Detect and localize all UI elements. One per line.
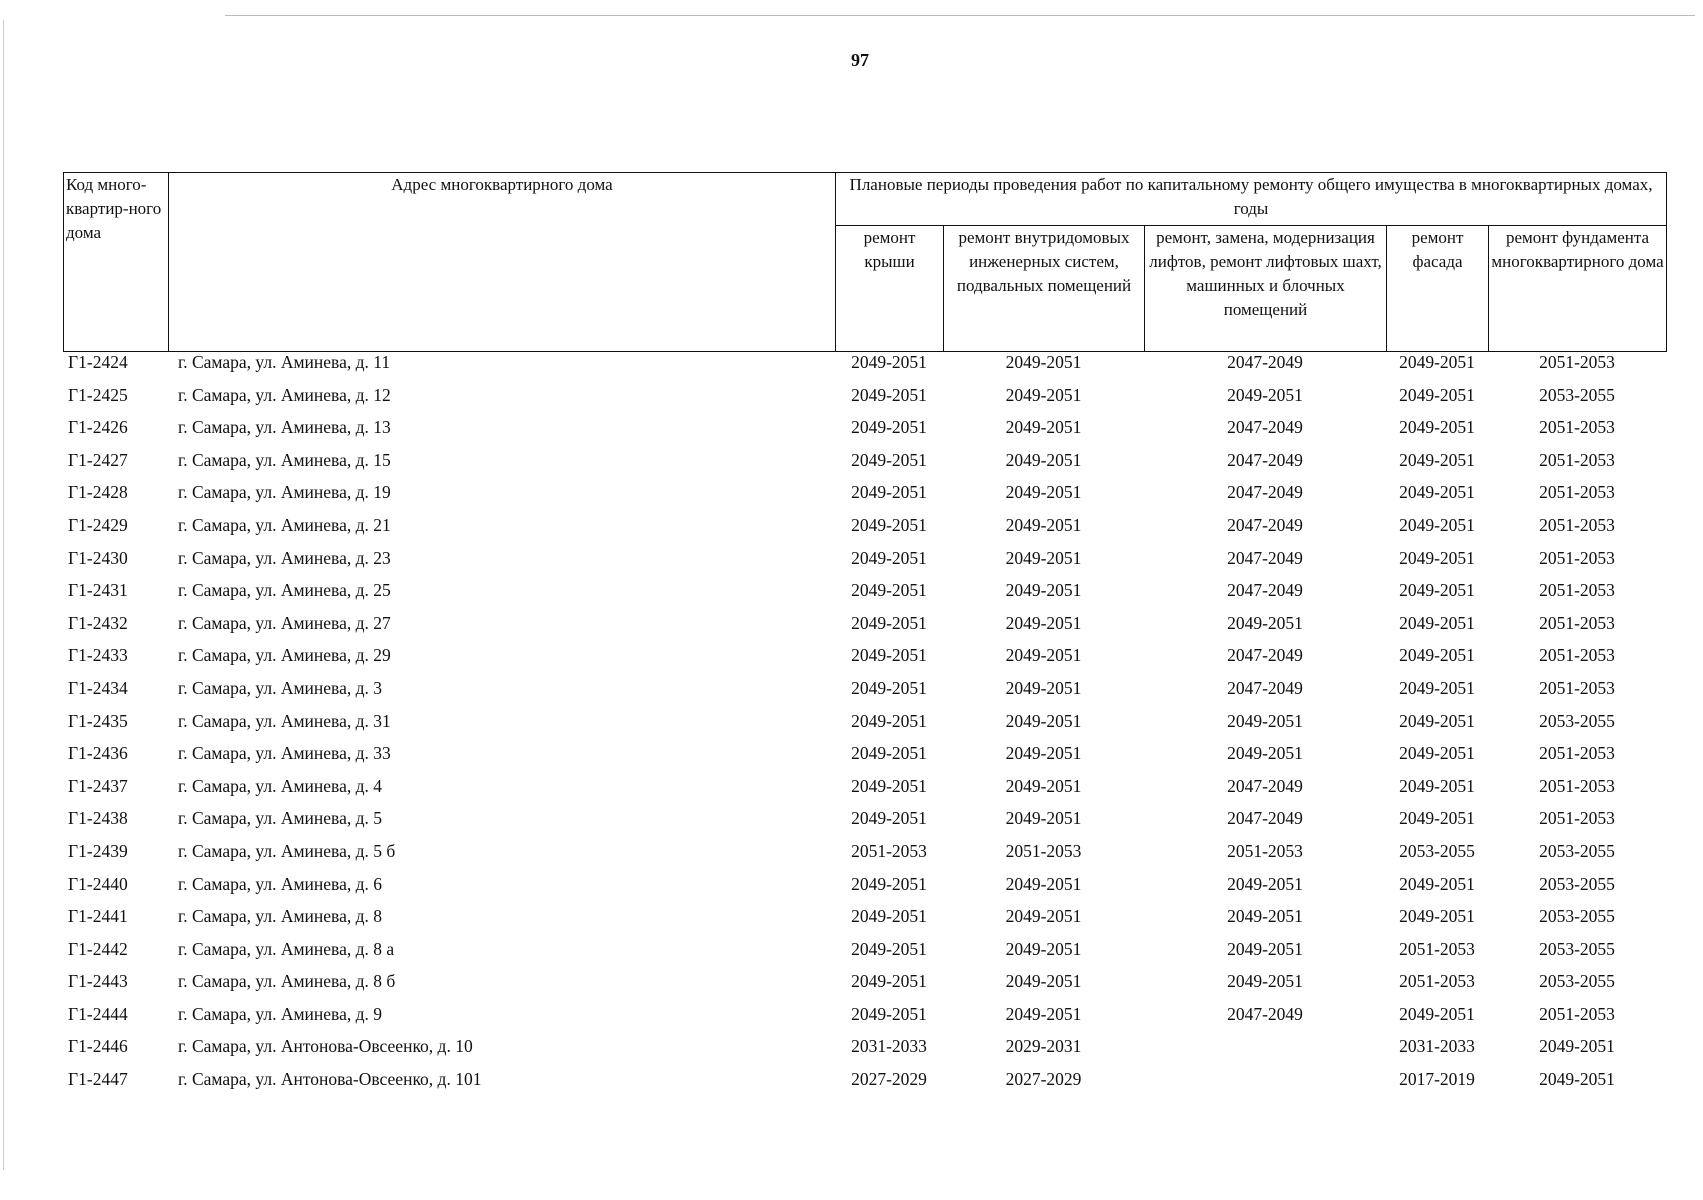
cell-code: Г1-2429 <box>68 514 128 535</box>
cell-foundation: 2053-2055 <box>1539 840 1615 861</box>
cell-facade: 2049-2051 <box>1399 580 1475 601</box>
cell-roof: 2049-2051 <box>851 1003 927 1024</box>
cell-systems: 2049-2051 <box>1005 352 1082 372</box>
cell-facade: 2049-2051 <box>1399 417 1475 438</box>
cell-roof: 2049-2051 <box>851 710 927 731</box>
cell-address: г. Самара, ул. Антонова-Овсеенко, д. 101 <box>178 1069 482 1090</box>
cell-address: г. Самара, ул. Аминева, д. 4 <box>178 775 383 796</box>
cell-address: г. Самара, ул. Аминева, д. 23 <box>178 547 391 568</box>
page-number: 97 <box>851 50 869 70</box>
cell-code: Г1-2432 <box>68 612 128 633</box>
cell-roof: 2049-2051 <box>851 417 927 438</box>
cell-roof: 2049-2051 <box>851 873 927 894</box>
cell-lifts: 2047-2049 <box>1227 1003 1303 1024</box>
cell-address: г. Самара, ул. Аминева, д. 12 <box>178 384 391 405</box>
cell-code: Г1-2424 <box>68 352 128 372</box>
cell-systems: 2049-2051 <box>1005 612 1082 633</box>
cell-roof: 2049-2051 <box>851 743 927 764</box>
cell-systems: 2049-2051 <box>1005 938 1082 959</box>
cell-foundation: 2051-2053 <box>1539 547 1615 568</box>
cell-facade: 2049-2051 <box>1399 743 1475 764</box>
cell-facade: 2049-2051 <box>1399 449 1475 470</box>
cell-address: г. Самара, ул. Аминева, д. 8 б <box>178 971 396 992</box>
cell-facade: 2049-2051 <box>1399 808 1475 829</box>
cell-code: Г1-2440 <box>68 873 128 894</box>
cell-lifts: 2047-2049 <box>1227 580 1303 601</box>
cell-systems: 2049-2051 <box>1005 449 1082 470</box>
cell-foundation: 2051-2053 <box>1539 514 1615 535</box>
cell-roof: 2049-2051 <box>851 449 927 470</box>
cell-roof: 2049-2051 <box>851 645 927 666</box>
cell-code: Г1-2438 <box>68 808 128 829</box>
cell-foundation: 2053-2055 <box>1539 938 1615 959</box>
cell-systems: 2049-2051 <box>1005 677 1082 698</box>
table-row <box>63 1004 1666 1037</box>
cell-roof: 2049-2051 <box>851 938 927 959</box>
cell-roof: 2049-2051 <box>851 352 927 372</box>
cell-lifts <box>1144 1069 1386 1102</box>
table-header <box>63 172 1667 352</box>
cell-systems: 2051-2053 <box>1005 840 1082 861</box>
cell-roof: 2049-2051 <box>851 580 927 601</box>
cell-foundation: 2051-2053 <box>1539 580 1615 601</box>
cell-code: Г1-2433 <box>68 645 128 666</box>
cell-foundation: 2051-2053 <box>1539 743 1615 764</box>
cell-facade: 2049-2051 <box>1399 482 1475 503</box>
cell-code: Г1-2447 <box>68 1069 128 1090</box>
table-row <box>63 776 1666 809</box>
cell-address: г. Самара, ул. Аминева, д. 25 <box>178 580 391 601</box>
cell-lifts: 2047-2049 <box>1227 514 1303 535</box>
cell-systems: 2049-2051 <box>1005 775 1082 796</box>
header-facade: ремонт фасада <box>1387 226 1489 352</box>
cell-address: г. Самара, ул. Аминева, д. 8 а <box>178 938 395 959</box>
cell-code: Г1-2437 <box>68 775 128 796</box>
cell-foundation: 2053-2055 <box>1539 873 1615 894</box>
cell-roof: 2049-2051 <box>851 384 927 405</box>
table-row <box>63 613 1666 646</box>
cell-code: Г1-2427 <box>68 449 128 470</box>
header-address: Адрес многоквартирного дома <box>169 173 836 352</box>
table-row <box>63 1069 1666 1102</box>
cell-facade: 2017-2019 <box>1399 1069 1475 1090</box>
cell-lifts: 2047-2049 <box>1227 775 1303 796</box>
cell-systems: 2049-2051 <box>1005 873 1082 894</box>
scan-edge-line-top <box>225 15 1695 16</box>
cell-lifts: 2049-2051 <box>1227 384 1303 405</box>
cell-code: Г1-2443 <box>68 971 128 992</box>
cell-facade: 2049-2051 <box>1399 873 1475 894</box>
cell-facade: 2049-2051 <box>1399 1003 1475 1024</box>
cell-facade: 2053-2055 <box>1399 840 1475 861</box>
cell-roof: 2027-2029 <box>851 1069 927 1090</box>
cell-foundation: 2053-2055 <box>1539 710 1615 731</box>
cell-foundation: 2051-2053 <box>1539 449 1615 470</box>
header-code: Код много-квартир-ного дома <box>64 173 169 352</box>
table-row <box>63 808 1666 841</box>
cell-lifts: 2049-2051 <box>1227 873 1303 894</box>
cell-systems: 2049-2051 <box>1005 580 1082 601</box>
cell-lifts: 2047-2049 <box>1227 547 1303 568</box>
cell-address: г. Самара, ул. Аминева, д. 27 <box>178 612 391 633</box>
cell-systems: 2049-2051 <box>1005 514 1082 535</box>
cell-roof: 2049-2051 <box>851 547 927 568</box>
cell-facade: 2051-2053 <box>1399 971 1475 992</box>
repair-schedule-table <box>63 352 1666 1102</box>
cell-roof: 2049-2051 <box>851 808 927 829</box>
table-row <box>63 385 1666 418</box>
table-row <box>63 841 1666 874</box>
cell-foundation: 2051-2053 <box>1539 612 1615 633</box>
cell-systems: 2049-2051 <box>1005 743 1082 764</box>
cell-foundation: 2051-2053 <box>1539 808 1615 829</box>
cell-facade: 2049-2051 <box>1399 906 1475 927</box>
table-row <box>63 971 1666 1004</box>
table-row <box>63 939 1666 972</box>
cell-facade: 2049-2051 <box>1399 710 1475 731</box>
cell-foundation: 2051-2053 <box>1539 482 1615 503</box>
header-roof: ремонт крыши <box>836 226 944 352</box>
cell-code: Г1-2441 <box>68 906 128 927</box>
cell-systems: 2049-2051 <box>1005 482 1082 503</box>
cell-address: г. Самара, ул. Аминева, д. 5 б <box>178 840 396 861</box>
cell-code: Г1-2444 <box>68 1003 128 1024</box>
cell-address: г. Самара, ул. Аминева, д. 6 <box>178 873 383 894</box>
cell-address: г. Самара, ул. Аминева, д. 33 <box>178 743 391 764</box>
cell-lifts: 2047-2049 <box>1227 808 1303 829</box>
cell-systems: 2029-2031 <box>1005 1036 1082 1057</box>
table-row <box>63 548 1666 581</box>
cell-facade: 2049-2051 <box>1399 677 1475 698</box>
cell-foundation: 2051-2053 <box>1539 775 1615 796</box>
cell-lifts: 2047-2049 <box>1227 645 1303 666</box>
cell-systems: 2049-2051 <box>1005 710 1082 731</box>
table-row <box>63 515 1666 548</box>
cell-roof: 2049-2051 <box>851 612 927 633</box>
cell-foundation: 2051-2053 <box>1539 417 1615 438</box>
cell-code: Г1-2446 <box>68 1036 128 1057</box>
table-row <box>63 352 1666 385</box>
cell-facade: 2049-2051 <box>1399 384 1475 405</box>
header-foundation: ремонт фундамента многоквартирного дома <box>1489 226 1667 352</box>
cell-facade: 2049-2051 <box>1399 645 1475 666</box>
cell-foundation: 2053-2055 <box>1539 906 1615 927</box>
table-row <box>63 874 1666 907</box>
cell-code: Г1-2428 <box>68 482 128 503</box>
cell-lifts: 2049-2051 <box>1227 938 1303 959</box>
cell-lifts: 2051-2053 <box>1227 840 1303 861</box>
cell-facade: 2049-2051 <box>1399 547 1475 568</box>
table-row <box>63 450 1666 483</box>
cell-roof: 2049-2051 <box>851 971 927 992</box>
cell-code: Г1-2435 <box>68 710 128 731</box>
cell-address: г. Самара, ул. Аминева, д. 9 <box>178 1003 383 1024</box>
cell-code: Г1-2430 <box>68 547 128 568</box>
cell-code: Г1-2425 <box>68 384 128 405</box>
cell-systems: 2049-2051 <box>1005 1003 1082 1024</box>
table-row <box>63 1036 1666 1069</box>
table-row <box>63 580 1666 613</box>
cell-systems: 2049-2051 <box>1005 808 1082 829</box>
cell-systems: 2049-2051 <box>1005 384 1082 405</box>
header-systems: ремонт внутридомовых инженерных систем, подвальных помещений <box>944 226 1145 352</box>
cell-lifts: 2049-2051 <box>1227 971 1303 992</box>
cell-foundation: 2049-2051 <box>1539 1069 1615 1090</box>
cell-foundation: 2051-2053 <box>1539 1003 1615 1024</box>
cell-address: г. Самара, ул. Антонова-Овсеенко, д. 10 <box>178 1036 473 1057</box>
cell-address: г. Самара, ул. Аминева, д. 13 <box>178 417 391 438</box>
cell-address: г. Самара, ул. Аминева, д. 31 <box>178 710 391 731</box>
cell-systems: 2049-2051 <box>1005 645 1082 666</box>
cell-facade: 2049-2051 <box>1399 775 1475 796</box>
cell-foundation: 2053-2055 <box>1539 971 1615 992</box>
cell-code: Г1-2439 <box>68 840 128 861</box>
cell-lifts: 2049-2051 <box>1227 710 1303 731</box>
cell-address: г. Самара, ул. Аминева, д. 19 <box>178 482 391 503</box>
cell-lifts: 2049-2051 <box>1227 906 1303 927</box>
table-row <box>63 482 1666 515</box>
cell-foundation: 2051-2053 <box>1539 677 1615 698</box>
cell-lifts: 2047-2049 <box>1227 677 1303 698</box>
cell-systems: 2027-2029 <box>1005 1069 1082 1090</box>
cell-foundation: 2051-2053 <box>1539 352 1615 372</box>
cell-facade: 2051-2053 <box>1399 938 1475 959</box>
table-row <box>63 645 1666 678</box>
cell-roof: 2049-2051 <box>851 482 927 503</box>
scan-edge-line-left <box>3 20 4 1170</box>
cell-systems: 2049-2051 <box>1005 971 1082 992</box>
cell-lifts: 2049-2051 <box>1227 743 1303 764</box>
cell-foundation: 2051-2053 <box>1539 645 1615 666</box>
cell-roof: 2031-2033 <box>851 1036 927 1057</box>
cell-lifts: 2047-2049 <box>1227 482 1303 503</box>
cell-lifts: 2047-2049 <box>1227 417 1303 438</box>
table-row <box>63 906 1666 939</box>
table-row <box>63 678 1666 711</box>
cell-code: Г1-2434 <box>68 677 128 698</box>
table-row <box>63 417 1666 450</box>
cell-systems: 2049-2051 <box>1005 547 1082 568</box>
cell-address: г. Самара, ул. Аминева, д. 15 <box>178 449 391 470</box>
cell-foundation: 2049-2051 <box>1539 1036 1615 1057</box>
cell-facade: 2031-2033 <box>1399 1036 1475 1057</box>
cell-facade: 2049-2051 <box>1399 514 1475 535</box>
cell-roof: 2049-2051 <box>851 775 927 796</box>
cell-address: г. Самара, ул. Аминева, д. 29 <box>178 645 391 666</box>
cell-systems: 2049-2051 <box>1005 417 1082 438</box>
cell-roof: 2049-2051 <box>851 906 927 927</box>
cell-facade: 2049-2051 <box>1399 612 1475 633</box>
cell-code: Г1-2436 <box>68 743 128 764</box>
cell-roof: 2051-2053 <box>851 840 927 861</box>
cell-roof: 2049-2051 <box>851 677 927 698</box>
cell-address: г. Самара, ул. Аминева, д. 5 <box>178 808 383 829</box>
cell-lifts: 2049-2051 <box>1227 612 1303 633</box>
cell-foundation: 2053-2055 <box>1539 384 1615 405</box>
cell-address: г. Самара, ул. Аминева, д. 3 <box>178 677 383 698</box>
cell-facade: 2049-2051 <box>1399 352 1475 372</box>
header-planned-periods: Плановые периоды проведения работ по капитальному ремонту общего имущества в многоквартирных домах, годы <box>836 173 1667 226</box>
cell-lifts: 2047-2049 <box>1227 352 1303 372</box>
cell-code: Г1-2426 <box>68 417 128 438</box>
cell-address: г. Самара, ул. Аминева, д. 21 <box>178 514 391 535</box>
cell-lifts <box>1144 1036 1386 1069</box>
cell-code: Г1-2442 <box>68 938 128 959</box>
cell-address: г. Самара, ул. Аминева, д. 11 <box>178 352 391 372</box>
cell-roof: 2049-2051 <box>851 514 927 535</box>
cell-lifts: 2047-2049 <box>1227 449 1303 470</box>
table-row <box>63 711 1666 744</box>
cell-address: г. Самара, ул. Аминева, д. 8 <box>178 906 383 927</box>
cell-systems: 2049-2051 <box>1005 906 1082 927</box>
table-row <box>63 743 1666 776</box>
header-lifts: ремонт, замена, модернизация лифтов, ремонт лифтовых шахт, машинных и блочных помещений <box>1145 226 1387 352</box>
cell-code: Г1-2431 <box>68 580 128 601</box>
